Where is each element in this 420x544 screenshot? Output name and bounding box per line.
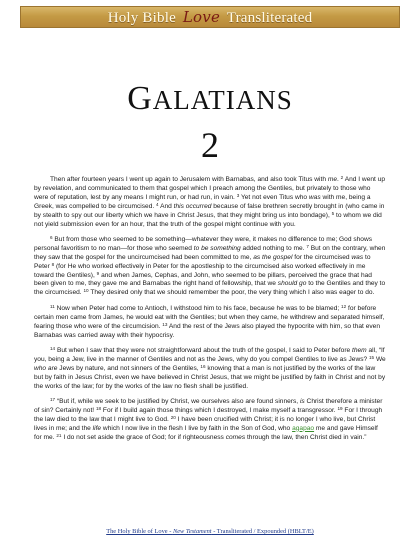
verse-number: 12 [341,303,347,309]
verse-text: to whom we did not yield submission even for an hour, that the truth of the gospel might continue with you. [34,211,382,228]
verse-text: with me, being a Greek, was compelled to be circumcised. [34,193,371,210]
italic-text: comes [225,433,246,441]
verse-text: I do not set aside the grace of God; for if righteousness [61,433,226,441]
verse-text: . [337,176,341,183]
verse-number: 21 [56,432,62,438]
chapter-number: 2 [201,125,219,165]
verse-number: 18 [95,405,102,411]
verse-text: Yet not even Titus who [239,193,309,201]
verse-text: which I now live in the flesh I live by faith in the Son of God, who [101,424,293,432]
verse-number: 14 [50,345,56,351]
verse-text: Then after fourteen years I went up again to Jerusalem with Barnabas, and also took Titus with [50,176,328,183]
verse-text: But on the contrary, when they saw that the gospel for the uncircumcised had been committed to me, [34,244,386,261]
verse-number: 4 [156,201,159,207]
verse-number: 5 [331,210,335,216]
verse-number: 6 [50,234,53,240]
verse-paragraph [34,176,386,229]
italic-text: who are [34,364,58,372]
book-title-rest: ALATIANS [152,85,293,115]
book-title-initial: G [127,80,153,117]
verse-number: 2 [340,174,344,180]
verse-number: 19 [337,405,343,411]
verse-text: knowing that a man is not justified by the works of the law but by faith in Jesus Christ, even we have believed in Christ Jesus, that we might be justified by faith in Christ and not by the works of the law; for by the works of the law no flesh shall be justified. [34,364,386,390]
verse-number: 15 [369,354,375,360]
footer-suffix: - Transliterated / Expounded (HBLT/E) [211,528,314,535]
verse-paragraph [34,398,386,443]
verse-text: Jews by nature, and not sinners of the Gentiles, [57,364,201,372]
footer-new-testament: New Testament [172,528,212,535]
verse-text: added nothing to me. [240,244,307,252]
italic-text: should go [277,280,307,288]
verse-text: Christ therefore a minister of sin? Certainly not! [34,397,383,414]
verse-number: 7 [306,243,309,249]
greek-term-link[interactable]: agapao [292,424,315,432]
verse-text: to the Gentiles and they to the circumcised. [34,280,386,297]
italic-text: them [352,346,367,354]
banner-title-right: Transliterated [226,9,313,26]
italic-text: this occurred [173,202,212,210]
italic-text: life [92,424,102,432]
verse-text: For I through the law died to the law that I might live to God. [34,406,383,423]
verse-text: “But if, while we seek to be justified by Christ, we ourselves also are found sinners, [55,397,300,405]
verse-text: And [158,202,174,210]
verse-text: For if I build again those things which I destroyed, I make myself a transgressor. [101,406,338,414]
book-title [0,80,420,118]
verse-number: 16 [200,363,206,369]
scripture-text [34,176,386,449]
verse-text: Now when Peter had come to Antioch, I withstood him to his face, because he was to be blamed; [54,304,342,312]
verse-text: (for He who worked effectively in Peter for the apostleship to the circumcised also worked effectively in me toward the Gentiles), [34,262,366,279]
verse-text: But when I saw that they were not straightforward about the truth of the gospel, I said to Peter before [55,346,353,354]
verse-text: They desired only that we should remember the poor, the very thing which I also was eager to do. [88,289,375,297]
verse-number: 10 [83,288,89,294]
verse-number: 8 [51,261,55,267]
verse-text: But from those who seemed to be something—whatever they were, it makes no difference to me; God shows personal favoritism to no man—for those who seemed [34,235,373,252]
banner-title-love: Love [182,7,221,26]
verse-text: and when James, Cephas, and John, who seemed to be pillars, perceived the grace that had been given to me, they gave me and Barnabas the right hand of fellowship, that we [34,271,372,288]
italic-text: me [327,176,337,183]
verse-number: 17 [50,396,56,402]
italic-text: to be something [193,244,241,252]
verse-text: to Peter [34,253,371,270]
verse-number: 11 [50,303,55,309]
banner-title [108,8,313,27]
italic-text: is [299,397,305,405]
verse-text: because of false brethren secretly brought in (who came in by stealth to spy out our liberty which we have in Christ Jesus, that they might bring us into bondage), [34,202,385,219]
verse-number: 3 [236,192,240,198]
page-footer[interactable] [0,528,420,535]
verse-text: for the circumcised [292,253,352,261]
verse-text: I have been crucified with Christ; it is no longer I who live, but Christ lives in me; and the [34,415,376,432]
verse-paragraph [34,347,386,392]
verse-number: 20 [170,414,176,420]
banner-title-left: Holy Bible [107,9,176,26]
verse-paragraph [34,305,386,341]
verse-text: all, “If you, being a Jew, live in the manner of Gentiles and not as the Jews, why do you compel Gentiles to live as Jews? [34,346,385,363]
italic-text: as the gospel [253,253,293,261]
verse-text: for before certain men came from James, he would eat with the Gentiles; but when they came, he withdrew and separated himself, fearing those who were of the circumcision. [34,304,385,330]
verse-text: through the law, then Christ died in vain.” [245,433,367,441]
footer-prefix: The Holy Bible of Love - [106,528,173,535]
verse-paragraph [34,236,386,298]
verse-text: And I went up by revelation, and communicated to them that gospel which I preach among the Gentiles, but privately to those who were of reputation, lest by any means I might run, or had run, in vain. [34,176,386,201]
verse-text: We [374,355,386,363]
italic-text: was [308,193,321,201]
verse-number: 13 [162,321,168,327]
header-banner [20,6,400,28]
verse-text: And the rest of the Jews also played the hypocrite with him, so that even Barnabas was carried away with their hypocrisy. [34,322,380,339]
italic-text: was [351,253,364,261]
verse-number: 9 [96,270,100,276]
verse-text: me and gave Himself for me. [34,424,378,441]
